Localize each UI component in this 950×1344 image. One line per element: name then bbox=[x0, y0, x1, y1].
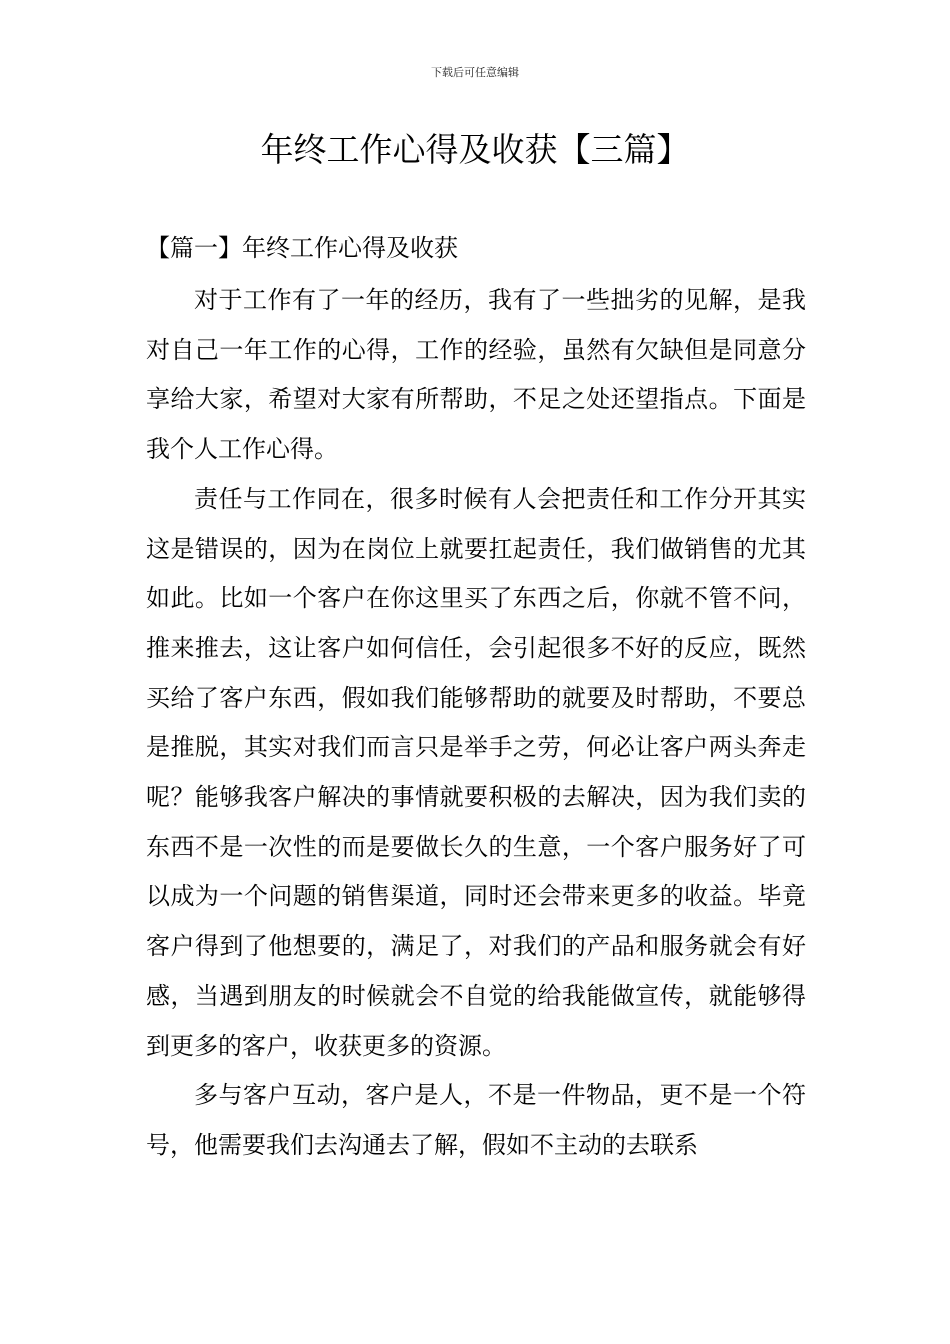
document-title: 年终工作心得及收获【三篇】 bbox=[260, 130, 690, 169]
paragraph-1: 对于工作有了一年的经历，我有了一些拙劣的见解，是我对自己一年工作的心得，工作的经验，虽然有欠缺但是同意分享给大家，希望对大家有所帮助，不足之处还望指点。下面是我个人工作心得。 bbox=[146, 286, 806, 464]
header-note: 下载后可任意编辑 bbox=[431, 66, 519, 79]
section-heading: 【篇一】年终工作心得及收获 bbox=[146, 234, 458, 262]
paragraph-3: 多与客户互动，客户是人，不是一件物品，更不是一个符号，他需要我们去沟通去了解，假如不主动的去联系 bbox=[146, 1081, 806, 1159]
body-text bbox=[146, 276, 806, 1171]
paragraph-2: 责任与工作同在，很多时候有人会把责任和工作分开其实这是错误的，因为在岗位上就要扛起责任，我们做销售的尤其如此。比如一个客户在你这里买了东西之后，你就不管不问，推来推去，这让客户如何信任，会引起很多不好的反应，既然买给了客户东西，假如我们能够帮助的就要及时帮助，不要总是推脱，其实对我们而言只是举手之劳，何必让客户两头奔走呢？能够我客户解决的事情就要积极的去解决，因为我们卖的东西不是一次性的而是要做长久的生意，一个客户服务好了可以成为一个问题的销售渠道，同时还会带来更多的收益。毕竟客户得到了他想要的，满足了，对我们的产品和服务就会有好感，当遇到朋友的时候就会不自觉的给我能做宣传，就能够得到更多的客户，收获更多的资源。 bbox=[146, 484, 806, 1060]
